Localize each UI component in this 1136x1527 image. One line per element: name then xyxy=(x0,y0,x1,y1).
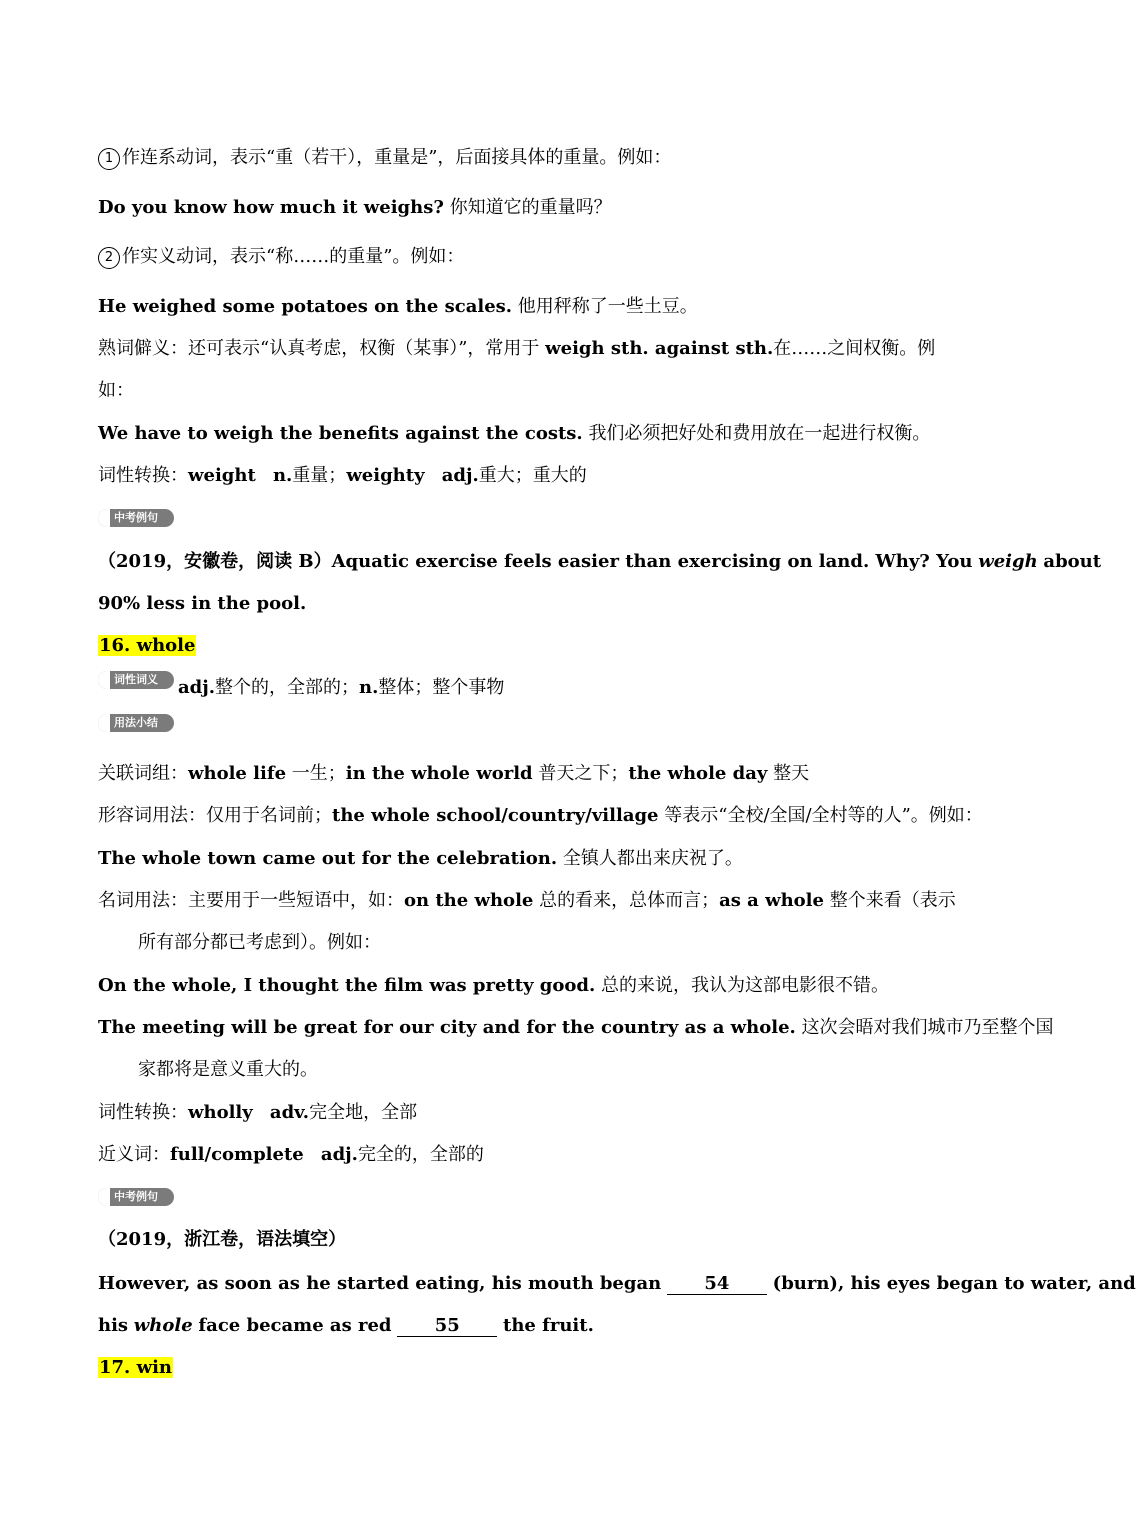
exam-source: （2019，安徽卷，阅读 B） xyxy=(98,551,332,572)
whole-noun-usage xyxy=(98,889,988,913)
conversion-word-2: weighty xyxy=(346,465,425,486)
pos-adv: adv. xyxy=(269,1102,310,1123)
whole-exam-source xyxy=(98,1228,988,1252)
badge-label: 用法小结 xyxy=(114,716,158,729)
weigh-example-1 xyxy=(98,196,988,220)
whole-example-3-cont xyxy=(138,1058,1028,1082)
entry-heading-whole xyxy=(98,634,988,658)
phrase-2-meaning: 普天之下； xyxy=(538,763,629,784)
example-english: The whole town came out for the celebration. xyxy=(98,848,558,869)
phrase-2: in the whole world xyxy=(345,763,533,784)
noun-usage-cont-text: 所有部分都已考虑到）。例如： xyxy=(138,932,381,953)
exam-text: However, as soon as he started eating, his mouth began xyxy=(98,1273,662,1294)
weigh-rare-meaning xyxy=(98,337,988,361)
example-english: He weighed some potatoes on the scales. xyxy=(98,296,513,317)
rare-meaning-text: 熟词僻义：还可表示“认真考虑，权衡（某事）”，常用于 xyxy=(98,338,540,359)
example-chinese: 全镇人都出来庆祝了。 xyxy=(562,848,743,869)
phrases-label: 关联词组： xyxy=(98,763,188,784)
weigh-exam-example xyxy=(98,550,1102,574)
weigh-rare-meaning-cont xyxy=(98,379,988,403)
example-english: The meeting will be great for our city and for the country as a whole. xyxy=(98,1017,796,1038)
whole-example-1 xyxy=(98,847,988,871)
circled-number-2: 2 xyxy=(98,247,120,269)
example-chinese: 他用秤称了一些土豆。 xyxy=(517,296,698,317)
synonym-label: 近义词： xyxy=(98,1144,170,1165)
weigh-exam-example-cont xyxy=(98,592,988,616)
phrase-3: the whole day xyxy=(628,763,768,784)
conversion-label: 词性转换： xyxy=(98,1102,188,1123)
blank-55: 55 xyxy=(397,1316,497,1337)
noun-phrase-1-meaning: 总的看来，总体而言； xyxy=(539,890,720,911)
phrase-3-meaning: 整天 xyxy=(773,763,810,784)
noun-usage-label: 名词用法：主要用于一些短语中，如： xyxy=(98,890,404,911)
exam-source: （2019，浙江卷，语法填空） xyxy=(98,1229,347,1250)
usage-2-text: 作实义动词，表示“称……的重量”。例如： xyxy=(122,246,465,267)
example-chinese: 总的来说，我认为这部电影很不错。 xyxy=(600,975,889,996)
exam-text-mid: face became as red xyxy=(198,1315,392,1336)
pos-adj: adj. xyxy=(320,1144,358,1165)
exam-example-badge xyxy=(98,1188,174,1206)
meaning-n: 整体；整个事物 xyxy=(378,677,505,698)
whole-exam-line-2 xyxy=(98,1314,988,1338)
exam-example-badge xyxy=(98,509,174,527)
entry-heading: 17. win xyxy=(99,1357,173,1378)
pos-1: n. xyxy=(272,465,293,486)
conversion-meaning-1: 重量； xyxy=(292,465,347,486)
example-chinese: 我们必须把好处和费用放在一起进行权衡。 xyxy=(588,423,931,444)
exam-text-end: the fruit. xyxy=(503,1315,594,1336)
pos-adj: adj. xyxy=(178,677,216,698)
whole-conversion xyxy=(98,1101,988,1125)
whole-phrases xyxy=(98,762,988,786)
exam-text-cont: 90% less in the pool. xyxy=(98,593,307,614)
example-english: On the whole, I thought the film was pretty good. xyxy=(98,975,596,996)
whole-synonyms xyxy=(98,1143,988,1167)
synonym-meaning: 完全的，全部的 xyxy=(357,1144,484,1165)
weigh-example-3 xyxy=(98,422,988,446)
noun-phrase-1: on the whole xyxy=(404,890,534,911)
weigh-example-2 xyxy=(98,295,988,319)
example-chinese-cont: 家都将是意义重大的。 xyxy=(138,1059,318,1080)
badge-label: 中考例句 xyxy=(114,511,158,524)
exam-text: his xyxy=(98,1315,129,1336)
phrase-1-meaning: 一生； xyxy=(291,763,346,784)
conversion-meaning: 完全地，全部 xyxy=(309,1102,418,1123)
rare-meaning-cont-text: 如： xyxy=(98,380,134,401)
conversion-meaning-2: 重大；重大的 xyxy=(478,465,587,486)
meaning-adj: 整个的，全部的； xyxy=(215,677,360,698)
whole-adj-usage xyxy=(98,804,988,828)
blank-54: 54 xyxy=(667,1274,767,1295)
entry-heading-win xyxy=(98,1356,988,1380)
example-english: Do you know how much it weighs? xyxy=(98,197,444,218)
whole-meaning xyxy=(178,676,978,700)
entry-heading: 16. whole xyxy=(99,635,196,656)
example-chinese: 你知道它的重量吗？ xyxy=(449,197,612,218)
exam-text-tail: (burn), his eyes began to water, and xyxy=(772,1273,1136,1294)
weigh-conversion xyxy=(98,464,988,488)
adj-usage-text: 等表示“全校/全国/全村等的人”。例如： xyxy=(664,805,983,826)
example-english: We have to weigh the benefits against the costs. xyxy=(98,423,583,444)
weigh-usage-1 xyxy=(98,146,988,170)
exam-keyword: weigh xyxy=(978,551,1038,572)
exam-keyword: whole xyxy=(133,1315,193,1336)
pos-meaning-badge xyxy=(98,671,174,689)
pos-n: n. xyxy=(359,677,379,698)
conversion-word: wholly xyxy=(188,1102,253,1123)
whole-example-2 xyxy=(98,974,988,998)
whole-example-3 xyxy=(98,1016,1054,1040)
rare-meaning-tail: 在……之间权衡。例 xyxy=(773,338,936,359)
adj-usage-label: 形容词用法：仅用于名词前； xyxy=(98,805,332,826)
badge-label: 中考例句 xyxy=(114,1190,158,1203)
synonym-words: full/complete xyxy=(170,1144,304,1165)
adj-usage-phrase: the whole school/country/village xyxy=(332,805,659,826)
pos-2: adj. xyxy=(441,465,479,486)
badge-label: 词性词义 xyxy=(114,673,158,686)
weigh-usage-2 xyxy=(98,245,988,269)
exam-text-tail: about xyxy=(1043,551,1102,572)
conversion-word-1: weight xyxy=(188,465,256,486)
noun-phrase-2: as a whole xyxy=(719,890,824,911)
example-chinese: 这次会晤对我们城市乃至整个国 xyxy=(801,1017,1054,1038)
rare-meaning-phrase: weigh sth. against sth. xyxy=(545,338,774,359)
whole-exam-line-1 xyxy=(98,1272,1136,1296)
circled-number-1: 1 xyxy=(98,148,120,170)
usage-1-text: 作连系动词，表示“重（若干），重量是”，后面接具体的重量。例如： xyxy=(122,147,672,168)
noun-phrase-2-meaning: 整个来看（表示 xyxy=(829,890,956,911)
whole-noun-usage-cont xyxy=(138,931,1028,955)
conversion-label: 词性转换： xyxy=(98,465,188,486)
exam-text: Aquatic exercise feels easier than exercising on land. Why? You xyxy=(331,551,973,572)
phrase-1: whole life xyxy=(188,763,287,784)
usage-summary-badge xyxy=(98,714,174,732)
